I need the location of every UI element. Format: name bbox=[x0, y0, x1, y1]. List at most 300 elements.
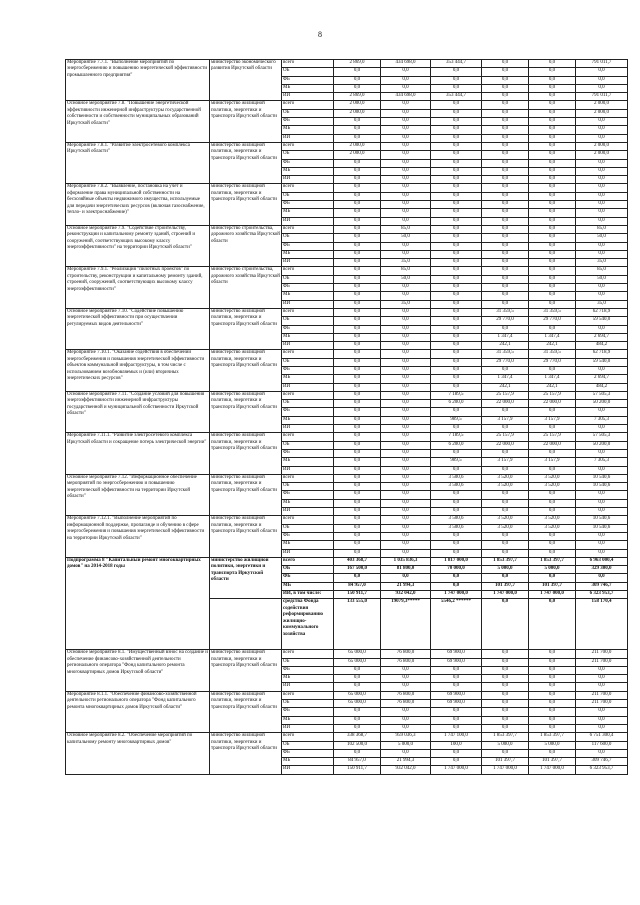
amount-cell: 0,0 bbox=[576, 126, 628, 134]
amount-cell: 0,0 bbox=[431, 425, 482, 433]
amount-cell: 3 157,9 bbox=[482, 458, 529, 466]
amount-cell: 150 911,7 bbox=[334, 591, 381, 599]
amount-cell: 65 000,0 bbox=[334, 700, 381, 708]
amount-cell: 5 000,0 bbox=[529, 566, 576, 574]
funding-source: ФБ bbox=[282, 491, 334, 499]
amount-cell: 0,0 bbox=[529, 118, 576, 126]
amount-cell: 3 157,9 bbox=[529, 458, 576, 466]
amount-cell: 0,0 bbox=[381, 134, 431, 142]
amount-cell: 167 500,0 bbox=[334, 566, 381, 574]
amount-cell: 1 853 397,7 bbox=[529, 557, 576, 565]
executor-name: министерство жилищной политики, энергетики и транспорта Иркутской области bbox=[210, 308, 282, 349]
funding-source: ИИ bbox=[282, 683, 334, 691]
empty-cell bbox=[210, 599, 282, 650]
amount-cell: 0,0 bbox=[381, 333, 431, 341]
amount-cell: 242,1 bbox=[482, 342, 529, 350]
amount-cell: 0,0 bbox=[529, 491, 576, 499]
executor-name: министерство жилищной политики, энергетики и транспорта Иркутской области bbox=[210, 474, 282, 515]
amount-cell: 0,0 bbox=[482, 84, 529, 92]
funding-source: МБ bbox=[282, 416, 334, 424]
amount-cell: 0,0 bbox=[431, 675, 482, 683]
amount-cell: 3 520,0 bbox=[529, 474, 576, 482]
amount-cell: 0,0 bbox=[482, 532, 529, 540]
amount-cell: 0,0 bbox=[381, 449, 431, 457]
funding-source: ФБ bbox=[282, 532, 334, 540]
table-row bbox=[66, 350, 628, 358]
amount-cell: 0,0 bbox=[576, 201, 628, 209]
funding-source: ИИ bbox=[282, 425, 334, 433]
amount-cell: 3 520,0 bbox=[482, 524, 529, 532]
amount-cell: 21 994,3 bbox=[381, 758, 431, 766]
amount-cell: 62 718,9 bbox=[576, 308, 628, 316]
amount-cell: 0,0 bbox=[334, 176, 381, 184]
amount-cell: 0,0 bbox=[529, 300, 576, 308]
amount-cell: 0,0 bbox=[334, 474, 381, 482]
amount-cell: 0,0 bbox=[529, 658, 576, 666]
amount-cell: 0,0 bbox=[529, 599, 576, 650]
amount-cell: 0,0 bbox=[529, 209, 576, 217]
amount-cell: 2 000,0 bbox=[334, 151, 381, 159]
amount-cell: 0,0 bbox=[431, 716, 482, 724]
executor-name: министерство жилищной политики, энергетики и транспорта Иркутской области bbox=[210, 350, 282, 391]
amount-cell: 0,0 bbox=[334, 267, 381, 275]
amount-cell: 959 036,3 bbox=[381, 733, 431, 741]
amount-cell: 0,0 bbox=[482, 599, 529, 650]
amount-cell: 35,0 bbox=[381, 300, 431, 308]
amount-cell: 0,0 bbox=[334, 76, 381, 84]
amount-cell: 100,0 bbox=[431, 741, 482, 749]
amount-cell: 150 911,7 bbox=[334, 766, 381, 774]
activity-name: Мероприятие 7.8.1. "Развитие электросетевого комплекса Иркутской области" bbox=[66, 142, 210, 183]
amount-cell: 0,0 bbox=[381, 151, 431, 159]
amount-cell: 0,0 bbox=[381, 466, 431, 474]
amount-cell: 0,0 bbox=[482, 93, 529, 101]
amount-cell: 0,0 bbox=[576, 159, 628, 167]
amount-cell: 0,0 bbox=[482, 284, 529, 292]
funding-source: ИИ bbox=[282, 766, 334, 774]
amount-cell: 0,0 bbox=[576, 176, 628, 184]
amount-cell: 0,0 bbox=[431, 234, 482, 242]
amount-cell: 101 397,7 bbox=[529, 582, 576, 590]
amount-cell: 0,0 bbox=[482, 724, 529, 732]
amount-cell: 0,0 bbox=[529, 292, 576, 300]
amount-cell: 0,0 bbox=[482, 425, 529, 433]
funding-source: МБ bbox=[282, 375, 334, 383]
amount-cell: 57 505,3 bbox=[576, 391, 628, 399]
page-number: 8 bbox=[318, 30, 322, 39]
amount-cell: 0,0 bbox=[334, 225, 381, 233]
funding-source: ОБ bbox=[282, 317, 334, 325]
amount-cell: 0,0 bbox=[334, 724, 381, 732]
amount-cell: 2 000,0 bbox=[576, 101, 628, 109]
amount-cell: 0,0 bbox=[381, 408, 431, 416]
amount-cell: 0,0 bbox=[576, 466, 628, 474]
activity-name: Мероприятие 7.8.2. "Выявление, постановка на учет и оформление права муниципальной собственности на бесхозяйные объекты недвижимого имущества, используемые для передачи энергетических ресурсов (включая газоснабжение, тепло- и электроснабжение)" bbox=[66, 184, 210, 225]
amount-cell: 2 869,0 bbox=[334, 93, 381, 101]
amount-cell: 0,0 bbox=[381, 483, 431, 491]
amount-cell: 0,0 bbox=[431, 292, 482, 300]
table-row bbox=[66, 557, 628, 565]
amount-cell: 35,0 bbox=[576, 259, 628, 267]
funding-source: МБ bbox=[282, 582, 334, 590]
amount-cell: 0,0 bbox=[482, 68, 529, 76]
amount-cell: 0,0 bbox=[482, 225, 529, 233]
amount-cell: 0,0 bbox=[529, 176, 576, 184]
amount-cell: 0,0 bbox=[381, 708, 431, 716]
amount-cell: 0,0 bbox=[431, 574, 482, 582]
amount-cell: 0,0 bbox=[576, 408, 628, 416]
amount-cell: 0,0 bbox=[431, 217, 482, 225]
amount-cell: 0,0 bbox=[381, 400, 431, 408]
amount-cell: 0,0 bbox=[482, 176, 529, 184]
amount-cell: 1 817 000,0 bbox=[431, 557, 482, 565]
amount-cell: 0,0 bbox=[576, 217, 628, 225]
amount-cell: 0,0 bbox=[334, 184, 381, 192]
amount-cell: 329 300,0 bbox=[576, 566, 628, 574]
amount-cell: 0,0 bbox=[334, 342, 381, 350]
amount-cell: 0,0 bbox=[431, 167, 482, 175]
amount-cell: 0,0 bbox=[431, 758, 482, 766]
funding-source: МБ bbox=[282, 84, 334, 92]
activity-name: Основное мероприятие 8.2. "Обеспечение мероприятий по капитальному ремонту многоквартирных домов" bbox=[66, 733, 210, 774]
amount-cell: 0,0 bbox=[529, 201, 576, 209]
amount-cell: 0,0 bbox=[529, 650, 576, 658]
amount-cell: 0,0 bbox=[381, 441, 431, 449]
amount-cell: 0,0 bbox=[431, 708, 482, 716]
amount-cell: 0,0 bbox=[482, 708, 529, 716]
amount-cell: 1 347,4 bbox=[529, 333, 576, 341]
funding-source: ОБ bbox=[282, 234, 334, 242]
amount-cell: 0,0 bbox=[381, 250, 431, 258]
funding-source: ИИ bbox=[282, 466, 334, 474]
amount-cell: 29 770,0 bbox=[529, 317, 576, 325]
amount-cell: 0,0 bbox=[529, 217, 576, 225]
amount-cell: 0,0 bbox=[482, 541, 529, 549]
amount-cell: 0,0 bbox=[576, 532, 628, 540]
amount-cell: 0,0 bbox=[381, 201, 431, 209]
amount-cell: 158 170,4 bbox=[576, 599, 628, 650]
amount-cell: 0,0 bbox=[381, 425, 431, 433]
amount-cell: 0,0 bbox=[381, 474, 431, 482]
funding-source: МБ bbox=[282, 499, 334, 507]
amount-cell: 791 011,7 bbox=[576, 93, 628, 101]
amount-cell: 2 000,0 bbox=[334, 101, 381, 109]
amount-cell: 0,0 bbox=[334, 126, 381, 134]
amount-cell: 0,0 bbox=[529, 68, 576, 76]
amount-cell: 0,0 bbox=[381, 683, 431, 691]
amount-cell: 59 540,0 bbox=[576, 317, 628, 325]
amount-cell: 0,0 bbox=[431, 118, 482, 126]
amount-cell: 22 000,0 bbox=[529, 400, 576, 408]
funding-source: ИИ bbox=[282, 549, 334, 557]
amount-cell: 0,0 bbox=[482, 234, 529, 242]
amount-cell: 6 963 000,4 bbox=[576, 557, 628, 565]
activity-name: Основное мероприятие 7.12. "Информационное обеспечение мероприятий по энергосбережению и повышению энергетической эффективности на территории Иркутской области" bbox=[66, 474, 210, 515]
funding-source: всего bbox=[282, 267, 334, 275]
funding-source: ОБ bbox=[282, 658, 334, 666]
amount-cell: 0,0 bbox=[482, 101, 529, 109]
amount-cell: 0,0 bbox=[529, 724, 576, 732]
funding-source: МБ bbox=[282, 126, 334, 134]
amount-cell: 0,0 bbox=[529, 184, 576, 192]
activity-name: Мероприятие 8.1.1. "Обеспечение финансово-хозяйственной деятельности регионального оператора "Фонд капитального ремонта многоквартирных домов Иркутской области" bbox=[66, 691, 210, 732]
amount-cell: 50 200,0 bbox=[576, 400, 628, 408]
amount-cell: 0,0 bbox=[529, 76, 576, 84]
amount-cell: 0,0 bbox=[482, 217, 529, 225]
amount-cell: 0,0 bbox=[334, 366, 381, 374]
amount-cell: 35,0 bbox=[576, 300, 628, 308]
amount-cell: 0,0 bbox=[381, 383, 431, 391]
amount-cell: 484,2 bbox=[576, 383, 628, 391]
amount-cell: 0,0 bbox=[576, 366, 628, 374]
amount-cell: 0,0 bbox=[381, 209, 431, 217]
amount-cell: 3 520,0 bbox=[529, 483, 576, 491]
amount-cell: 0,0 bbox=[529, 93, 576, 101]
amount-cell: 0,0 bbox=[431, 724, 482, 732]
amount-cell: 791 011,7 bbox=[576, 60, 628, 68]
amount-cell: 0,0 bbox=[576, 708, 628, 716]
amount-cell: 81 800,0 bbox=[381, 566, 431, 574]
amount-cell: 0,0 bbox=[576, 425, 628, 433]
amount-cell: 85,0 bbox=[381, 225, 431, 233]
funding-source: ОБ bbox=[282, 483, 334, 491]
amount-cell: 0,0 bbox=[482, 366, 529, 374]
funding-source: ФБ bbox=[282, 708, 334, 716]
table-row bbox=[66, 60, 628, 68]
amount-cell: 0,0 bbox=[529, 267, 576, 275]
amount-cell: 0,0 bbox=[529, 366, 576, 374]
amount-cell: 5 000,0 bbox=[482, 566, 529, 574]
amount-cell: 31 359,5 bbox=[482, 350, 529, 358]
amount-cell: 0,0 bbox=[381, 176, 431, 184]
amount-cell: 69 900,0 bbox=[431, 691, 482, 699]
amount-cell: 0,0 bbox=[381, 716, 431, 724]
amount-cell: 0,0 bbox=[381, 325, 431, 333]
amount-cell: 1 747 000,0 bbox=[482, 766, 529, 774]
amount-cell: 484,2 bbox=[576, 342, 628, 350]
amount-cell: 0,0 bbox=[529, 284, 576, 292]
amount-cell: 309 746,7 bbox=[576, 582, 628, 590]
amount-cell: 0,0 bbox=[431, 508, 482, 516]
amount-cell: 0,0 bbox=[381, 458, 431, 466]
funding-source: МБ bbox=[282, 250, 334, 258]
funding-source: ОБ bbox=[282, 358, 334, 366]
amount-cell: 0,0 bbox=[482, 159, 529, 167]
amount-cell: 7 305,3 bbox=[576, 458, 628, 466]
executor-name: министерство жилищной политики, энергетики и транспорта Иркутской области bbox=[210, 101, 282, 142]
amount-cell: 57 505,3 bbox=[576, 433, 628, 441]
amount-cell: 0,0 bbox=[381, 549, 431, 557]
amount-cell: 242,1 bbox=[529, 383, 576, 391]
amount-cell: 0,0 bbox=[576, 167, 628, 175]
amount-cell: 0,0 bbox=[482, 408, 529, 416]
amount-cell: 35,0 bbox=[381, 259, 431, 267]
amount-cell: 0,0 bbox=[334, 118, 381, 126]
funding-source: ОБ bbox=[282, 400, 334, 408]
executor-name: министерство жилищной политики, энергетики и транспорта Иркутской области bbox=[210, 142, 282, 183]
amount-cell: 3 157,9 bbox=[482, 416, 529, 424]
table-row bbox=[66, 308, 628, 316]
amount-cell: 0,0 bbox=[381, 675, 431, 683]
amount-cell: 5 000,0 bbox=[482, 741, 529, 749]
amount-cell: 0,0 bbox=[334, 250, 381, 258]
amount-cell: 7 305,3 bbox=[576, 416, 628, 424]
amount-cell: 0,0 bbox=[576, 68, 628, 76]
activity-name: Мероприятие 7.11.1. "Развитие электросетевого комплекса Иркутской области и сокращение потерь электрической энергии" bbox=[66, 433, 210, 474]
amount-cell: 0,0 bbox=[381, 499, 431, 507]
amount-cell: 0,0 bbox=[334, 358, 381, 366]
table-row bbox=[66, 474, 628, 482]
amount-cell: 1 747 100,0 bbox=[431, 733, 482, 741]
activity-name: Основное мероприятие 7.9. "Содействие строительству, реконструкции и капитальному ремонту зданий, строений и сооружений, соответствующих высокому классу энергоэффективности" на территории Иркутской области" bbox=[66, 225, 210, 266]
funding-source: ИИ bbox=[282, 342, 334, 350]
funding-source: ОБ bbox=[282, 151, 334, 159]
amount-cell: 84 957,0 bbox=[334, 582, 381, 590]
amount-cell: 76 800,0 bbox=[381, 691, 431, 699]
amount-cell: 0,0 bbox=[576, 134, 628, 142]
amount-cell: 1 035 836,3 bbox=[381, 557, 431, 565]
amount-cell: 1 747 000,0 bbox=[431, 591, 482, 599]
table-row bbox=[66, 101, 628, 109]
amount-cell: 211 700,0 bbox=[576, 658, 628, 666]
amount-cell: 0,0 bbox=[482, 242, 529, 250]
amount-cell: 0,0 bbox=[334, 516, 381, 524]
activity-name: Мероприятие 7.10.1. "Оказание содействия в обеспечении энергосбережения и повышения энергетической эффективности объектов коммунальной инфраструктуры, в том числе с использованием возобновляемых и (или) вторичных энергетических ресурсов" bbox=[66, 350, 210, 391]
amount-cell: 0,0 bbox=[482, 201, 529, 209]
amount-cell: 0,0 bbox=[381, 292, 431, 300]
amount-cell: 0,0 bbox=[334, 192, 381, 200]
amount-cell: 2 000,0 bbox=[576, 151, 628, 159]
funding-source: ИИ bbox=[282, 176, 334, 184]
activity-name: Мероприятие 7.9.1. "Реализация "пилотных проектов" по строительству, реконструкции и капитальному ремонту зданий, строений, сооружений, соответствующих высокому классу энергоэффективности" bbox=[66, 267, 210, 308]
amount-cell: 29 770,0 bbox=[482, 358, 529, 366]
amount-cell: 0,0 bbox=[482, 700, 529, 708]
amount-cell: 0,0 bbox=[334, 532, 381, 540]
amount-cell: 0,0 bbox=[381, 666, 431, 674]
amount-cell: 101 397,7 bbox=[482, 758, 529, 766]
amount-cell: 50,0 bbox=[381, 234, 431, 242]
amount-cell: 353 444,7 bbox=[431, 60, 482, 68]
funding-source: ФБ bbox=[282, 159, 334, 167]
amount-cell: 0,0 bbox=[482, 658, 529, 666]
amount-cell: 0,0 bbox=[431, 242, 482, 250]
amount-cell: 6 323 953,7 bbox=[576, 591, 628, 599]
amount-cell: 50 200,0 bbox=[576, 441, 628, 449]
amount-cell: 0,0 bbox=[381, 724, 431, 732]
amount-cell: 0,0 bbox=[381, 516, 431, 524]
amount-cell: 0,0 bbox=[576, 491, 628, 499]
table-row bbox=[66, 391, 628, 399]
amount-cell: 1 853 397,7 bbox=[529, 733, 576, 741]
amount-cell: 0,0 bbox=[576, 508, 628, 516]
funding-source: всего bbox=[282, 557, 334, 565]
amount-cell: 0,0 bbox=[529, 167, 576, 175]
funding-source: ФБ bbox=[282, 666, 334, 674]
amount-cell: 1 747 000,0 bbox=[482, 591, 529, 599]
amount-cell: 0,0 bbox=[482, 259, 529, 267]
amount-cell: 84 957,0 bbox=[334, 758, 381, 766]
amount-cell: 0,0 bbox=[334, 541, 381, 549]
amount-cell: 70 000,0 bbox=[431, 566, 482, 574]
funding-source: ОБ bbox=[282, 109, 334, 117]
amount-cell: 0,0 bbox=[482, 142, 529, 150]
amount-cell: 0,0 bbox=[431, 383, 482, 391]
amount-cell: 0,0 bbox=[334, 491, 381, 499]
amount-cell: 1 747 000,0 bbox=[431, 766, 482, 774]
amount-cell: 0,0 bbox=[381, 375, 431, 383]
amount-cell: 0,0 bbox=[482, 275, 529, 283]
amount-cell: 0,0 bbox=[334, 300, 381, 308]
amount-cell: 0,0 bbox=[576, 209, 628, 217]
amount-cell: 0,0 bbox=[482, 675, 529, 683]
funding-source: всего bbox=[282, 101, 334, 109]
amount-cell: 932 042,0 bbox=[381, 766, 431, 774]
amount-cell: 0,0 bbox=[431, 101, 482, 109]
funding-source: всего bbox=[282, 433, 334, 441]
amount-cell: 0,0 bbox=[381, 574, 431, 582]
amount-cell: 0,0 bbox=[334, 217, 381, 225]
executor-name: министерство экономического развития Иркутской области bbox=[210, 60, 282, 101]
amount-cell: 0,0 bbox=[334, 201, 381, 209]
activity-name: Основное мероприятие 7.10. "Содействие повышению энергетической эффективности при осуществлении регулируемых видов деятельности" bbox=[66, 308, 210, 349]
amount-cell: 0,0 bbox=[529, 691, 576, 699]
amount-cell: 0,0 bbox=[381, 142, 431, 150]
funding-source: ФБ bbox=[282, 749, 334, 757]
amount-cell: 0,0 bbox=[334, 209, 381, 217]
activity-name: Мероприятие 7.12.1. "Выполнение мероприятий по информационной поддержке, пропаганде и обучению в сфере энергосбережения и повышения энергетической эффективности на территории Иркутской области" bbox=[66, 516, 210, 557]
amount-cell: 0,0 bbox=[529, 700, 576, 708]
funding-source: МБ bbox=[282, 541, 334, 549]
amount-cell: 0,0 bbox=[381, 242, 431, 250]
amount-cell: 6 751 300,4 bbox=[576, 733, 628, 741]
amount-cell: 6 200,0 bbox=[431, 400, 482, 408]
executor-name: министерство жилищной политики, энергетики и транспорта Иркутской области bbox=[210, 391, 282, 432]
amount-cell: 0,0 bbox=[431, 109, 482, 117]
funding-source: МБ bbox=[282, 458, 334, 466]
amount-cell: 0,0 bbox=[381, 749, 431, 757]
amount-cell: 7 189,5 bbox=[431, 391, 482, 399]
amount-cell: 85,0 bbox=[576, 267, 628, 275]
amount-cell: 0,0 bbox=[334, 333, 381, 341]
activity-name: Подпрограмма 8 "Капитальный ремонт многоквартирных домов" на 2014-2018 годы bbox=[66, 557, 210, 649]
amount-cell: 3 520,0 bbox=[529, 516, 576, 524]
amount-cell: 403 368,7 bbox=[334, 557, 381, 565]
amount-cell: 0,0 bbox=[529, 134, 576, 142]
funding-source: МБ bbox=[282, 167, 334, 175]
funding-source: ИИ bbox=[282, 724, 334, 732]
amount-cell: 0,0 bbox=[576, 284, 628, 292]
funding-source: ОБ bbox=[282, 275, 334, 283]
amount-cell: 0,0 bbox=[482, 167, 529, 175]
amount-cell: 0,0 bbox=[431, 466, 482, 474]
funding-source: ОБ bbox=[282, 68, 334, 76]
amount-cell: 0,0 bbox=[529, 234, 576, 242]
amount-cell: 0,0 bbox=[431, 284, 482, 292]
amount-cell: 0,0 bbox=[529, 142, 576, 150]
amount-cell: 309 746,7 bbox=[576, 758, 628, 766]
amount-cell: 62 718,9 bbox=[576, 350, 628, 358]
amount-cell: 0,0 bbox=[482, 683, 529, 691]
amount-cell: 0,0 bbox=[576, 325, 628, 333]
funding-source: ОБ bbox=[282, 700, 334, 708]
amount-cell: 0,0 bbox=[431, 342, 482, 350]
funding-source: ОБ bbox=[282, 192, 334, 200]
amount-cell: 0,0 bbox=[334, 458, 381, 466]
amount-cell: 0,0 bbox=[576, 675, 628, 683]
amount-cell: 0,0 bbox=[529, 84, 576, 92]
funding-source: ОБ bbox=[282, 524, 334, 532]
amount-cell: 0,0 bbox=[381, 433, 431, 441]
